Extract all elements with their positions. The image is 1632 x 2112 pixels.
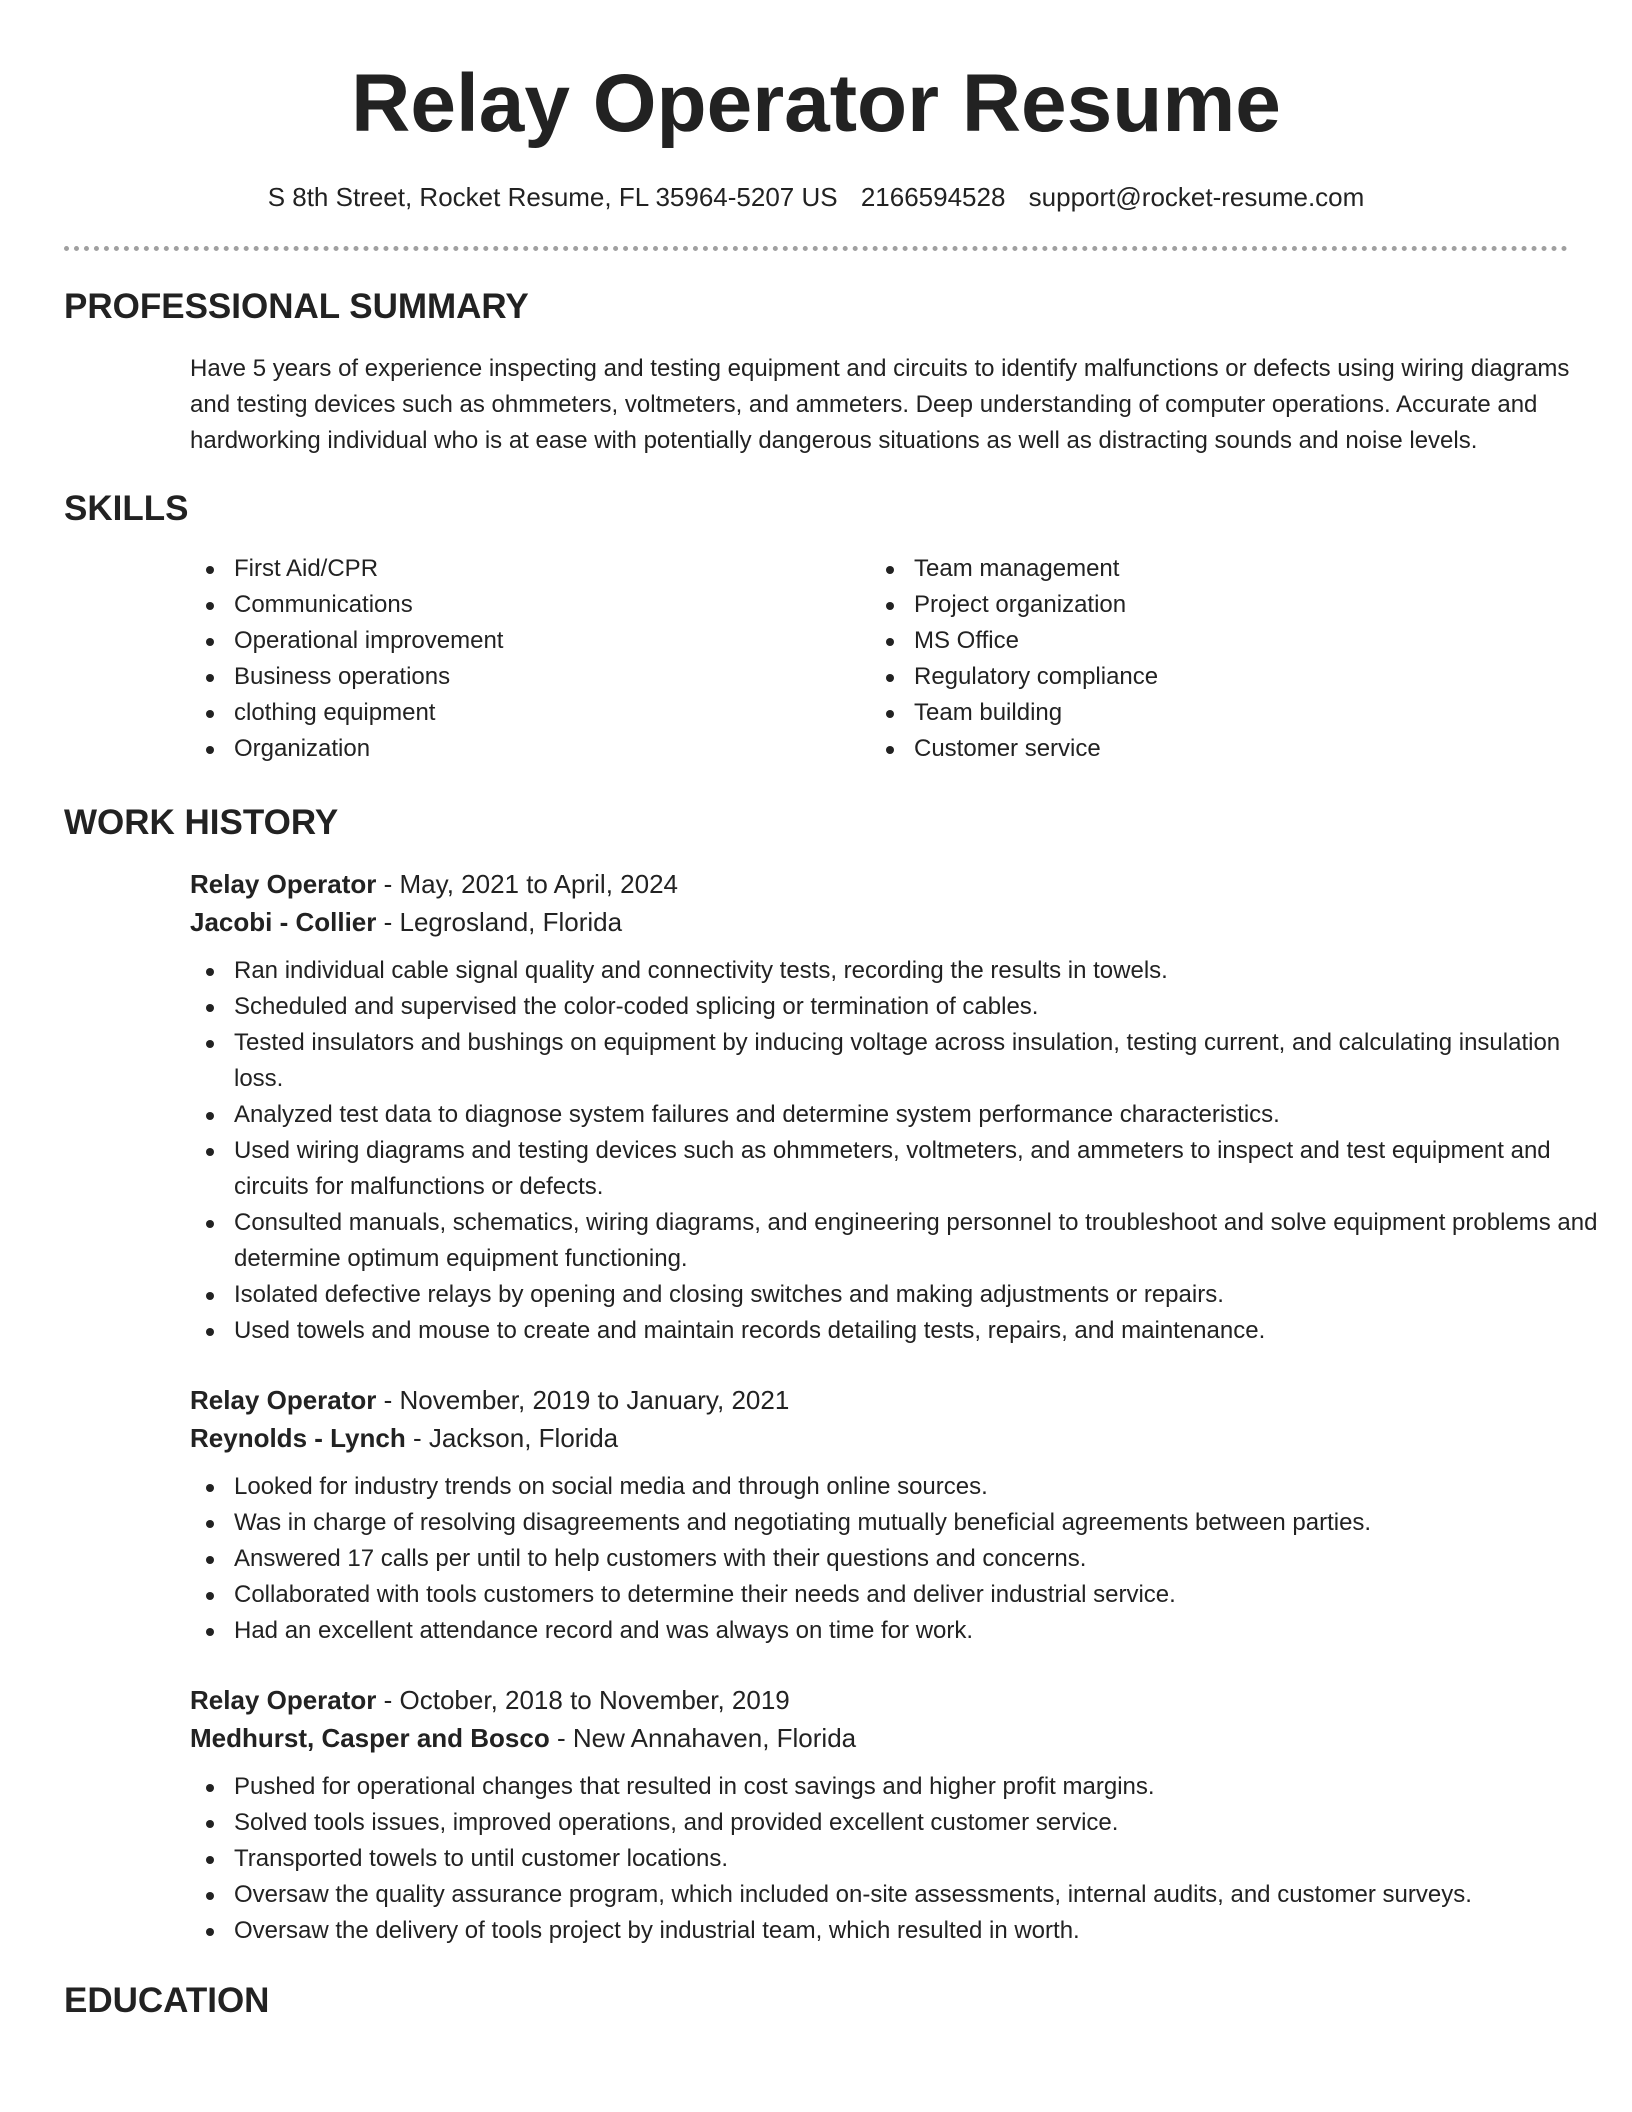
job-company: Jacobi - Collier — [190, 907, 377, 937]
skill-item: Project organization — [870, 587, 1550, 623]
job-bullet: Solved tools issues, improved operations, and provided excellent customer service. — [190, 1805, 1610, 1841]
skills-right-column — [870, 551, 1550, 767]
job-bullets — [190, 1769, 1610, 1949]
job-bullet: Consulted manuals, schematics, wiring diagrams, and engineering personnel to troubleshoot and solve equipment problems and determine optimum equipment functioning. — [190, 1205, 1610, 1277]
job-entry — [190, 1681, 1568, 1949]
skills-heading: SKILLS — [64, 489, 189, 528]
resume-header — [0, 0, 1632, 214]
job-title-line — [190, 1381, 1568, 1419]
job-title: Relay Operator — [190, 1685, 377, 1715]
job-bullet: Collaborated with tools customers to determine their needs and deliver industrial service. — [190, 1577, 1610, 1613]
skill-item: First Aid/CPR — [190, 551, 870, 587]
skills-section — [0, 487, 1632, 767]
job-location: - Legrosland, Florida — [376, 907, 623, 937]
job-bullet: Analyzed test data to diagnose system failures and determine system performance characteristics. — [190, 1097, 1610, 1133]
skill-item: clothing equipment — [190, 695, 870, 731]
skill-item: Regulatory compliance — [870, 659, 1550, 695]
job-bullets — [190, 953, 1610, 1349]
skill-item: Business operations — [190, 659, 870, 695]
work-history-section — [0, 801, 1632, 1949]
job-bullet: Looked for industry trends on social media and through online sources. — [190, 1469, 1610, 1505]
job-bullet: Used wiring diagrams and testing devices such as ohmmeters, voltmeters, and ammeters to inspect and test equipment and circuits for malfunctions or defects. — [190, 1133, 1610, 1205]
job-bullet: Scheduled and supervised the color-coded splicing or termination of cables. — [190, 989, 1610, 1025]
job-company-line — [190, 1419, 1568, 1457]
skills-grid — [190, 551, 1568, 767]
job-bullet: Was in charge of resolving disagreements and negotiating mutually beneficial agreements between parties. — [190, 1505, 1610, 1541]
job-entry — [190, 865, 1598, 1349]
contact-email: support@rocket-resume.com — [1028, 182, 1365, 212]
skill-item: Organization — [190, 731, 870, 767]
skills-left-column — [190, 551, 870, 767]
job-company: Reynolds - Lynch — [190, 1423, 406, 1453]
skill-item: Operational improvement — [190, 623, 870, 659]
summary-text: Have 5 years of experience inspecting and testing equipment and circuits to identify malfunctions or defects using wiring diagrams and testing devices such as ohmmeters, voltmeters, and ammeters. Deep understanding of computer operations. Accurate and hardworking individual who is at ease with potentially dangerous situations as well as distracting sounds and noise levels. — [190, 355, 1570, 454]
contact-address: S 8th Street, Rocket Resume, FL 35964-5207 US — [267, 182, 838, 212]
skill-item: Customer service — [870, 731, 1550, 767]
skill-item: Team building — [870, 695, 1550, 731]
contact-info — [0, 180, 1632, 214]
job-bullet: Used towels and mouse to create and maintain records detailing tests, repairs, and maintenance. — [190, 1313, 1610, 1349]
job-dates: - November, 2019 to January, 2021 — [376, 1385, 790, 1415]
skill-item: Communications — [190, 587, 870, 623]
job-title-line — [190, 865, 1568, 903]
job-entry — [190, 1381, 1568, 1649]
education-section — [0, 1979, 1632, 2023]
skill-item: MS Office — [870, 623, 1550, 659]
job-title-line — [190, 1681, 1568, 1719]
job-bullet: Ran individual cable signal quality and connectivity tests, recording the results in towels. — [190, 953, 1610, 989]
education-heading: EDUCATION — [64, 1981, 270, 2020]
job-dates: - October, 2018 to November, 2019 — [376, 1685, 790, 1715]
job-location: - New Annahaven, Florida — [549, 1723, 857, 1753]
header-divider — [64, 246, 1568, 251]
job-company-line — [190, 1719, 1568, 1757]
job-location: - Jackson, Florida — [405, 1423, 619, 1453]
job-company: Medhurst, Casper and Bosco — [190, 1723, 550, 1753]
job-bullet: Isolated defective relays by opening and closing switches and making adjustments or repairs. — [190, 1277, 1610, 1313]
job-bullet: Oversaw the quality assurance program, which included on-site assessments, internal audits, and customer surveys. — [190, 1877, 1610, 1913]
work-history-heading: WORK HISTORY — [64, 803, 339, 842]
contact-phone: 2166594528 — [860, 182, 1006, 212]
job-bullet: Oversaw the delivery of tools project by industrial team, which resulted in worth. — [190, 1913, 1610, 1949]
job-title: Relay Operator — [190, 1385, 377, 1415]
job-bullets — [190, 1469, 1610, 1649]
job-bullet: Had an excellent attendance record and was always on time for work. — [190, 1613, 1610, 1649]
job-title: Relay Operator — [190, 869, 377, 899]
job-bullet: Tested insulators and bushings on equipment by inducing voltage across insulation, testing current, and calculating insulation loss. — [190, 1025, 1610, 1097]
skill-item: Team management — [870, 551, 1550, 587]
job-dates: - May, 2021 to April, 2024 — [376, 869, 678, 899]
page-title: Relay Operator Resume — [351, 58, 1281, 149]
summary-section — [0, 285, 1632, 459]
job-bullet: Transported towels to until customer locations. — [190, 1841, 1610, 1877]
job-bullet: Answered 17 calls per until to help customers with their questions and concerns. — [190, 1541, 1610, 1577]
summary-heading: PROFESSIONAL SUMMARY — [64, 287, 529, 326]
job-bullet: Pushed for operational changes that resulted in cost savings and higher profit margins. — [190, 1769, 1610, 1805]
job-company-line — [190, 903, 1568, 941]
